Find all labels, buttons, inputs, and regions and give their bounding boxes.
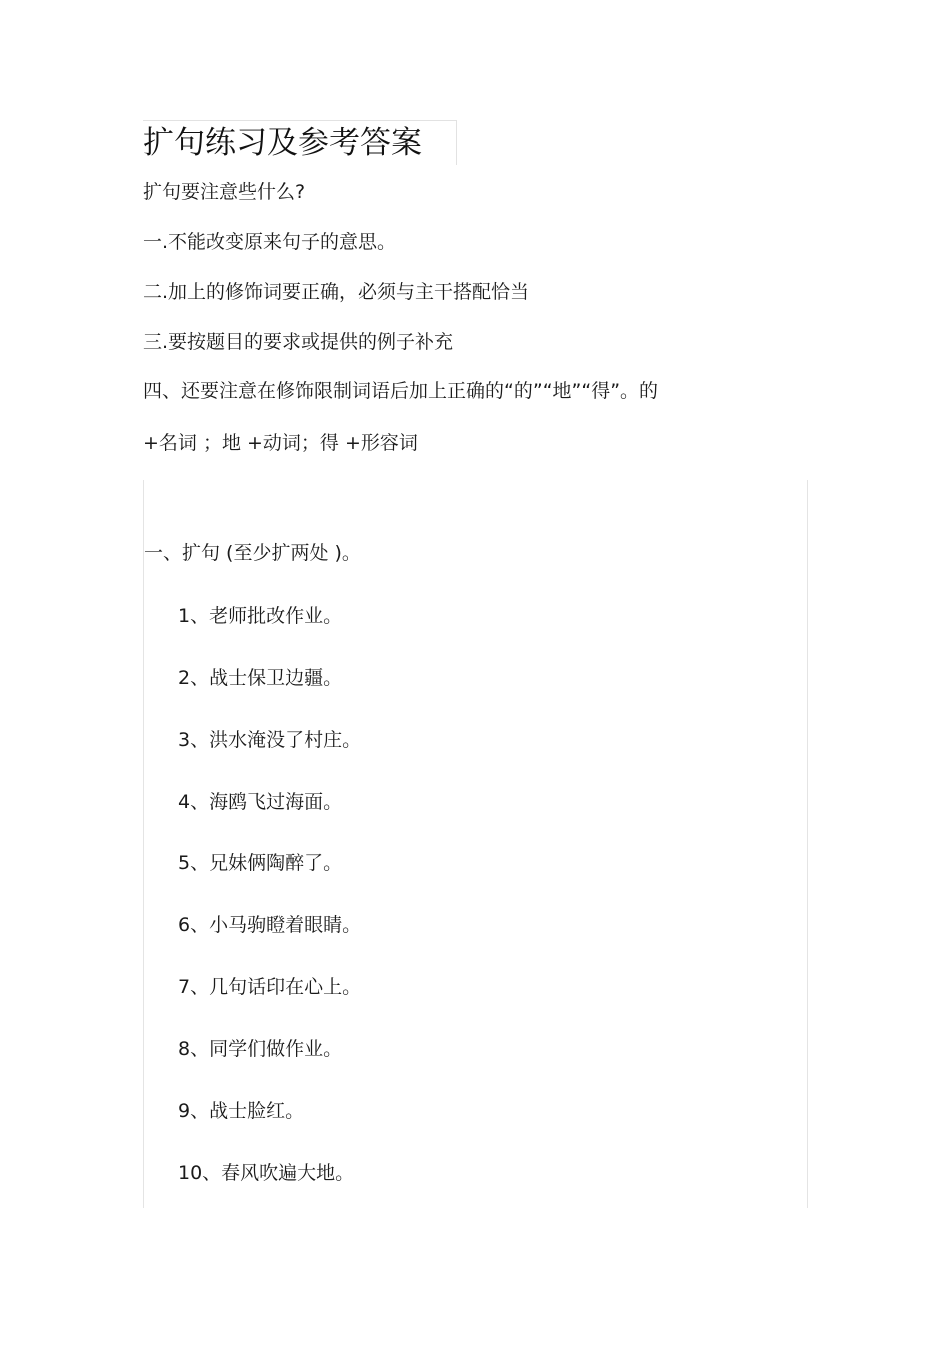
exercise-item: 9、战士脸红。 bbox=[178, 1100, 305, 1122]
exercise-section-title: 一、扩句 (至少扩两处 )。 bbox=[144, 542, 361, 564]
exercise-item: 3、洪水淹没了村庄。 bbox=[178, 729, 362, 751]
rule-2: 二.加上的修饰词要正确，必须与主干搭配恰当 bbox=[143, 281, 530, 303]
title-box bbox=[143, 120, 457, 165]
exercise-box bbox=[143, 480, 808, 1208]
exercise-item: 5、兄妹俩陶醉了。 bbox=[178, 852, 343, 874]
rule-1: 一.不能改变原来句子的意思。 bbox=[143, 231, 397, 253]
rule-4-continued: +名词 ；地 +动词；得 +形容词 bbox=[143, 432, 418, 454]
exercise-item: 10、春风吹遍大地。 bbox=[178, 1162, 355, 1184]
exercise-item: 2、战士保卫边疆。 bbox=[178, 667, 343, 689]
exercise-item: 1、老师批改作业。 bbox=[178, 605, 343, 627]
rule-3: 三.要按题目的要求或提供的例子补充 bbox=[143, 331, 454, 353]
rule-4: 四、还要注意在修饰限制词语后加上正确的“的”“地”“得”。的 bbox=[143, 380, 659, 402]
exercise-item: 7、几句话印在心上。 bbox=[178, 976, 362, 998]
intro-question: 扩句要注意些什么? bbox=[143, 181, 306, 203]
exercise-item: 6、小马驹瞪着眼睛。 bbox=[178, 914, 362, 936]
page-title: 扩句练习及参考答案 bbox=[143, 125, 422, 161]
exercise-item: 4、海鸥飞过海面。 bbox=[178, 791, 343, 813]
exercise-item: 8、同学们做作业。 bbox=[178, 1038, 343, 1060]
